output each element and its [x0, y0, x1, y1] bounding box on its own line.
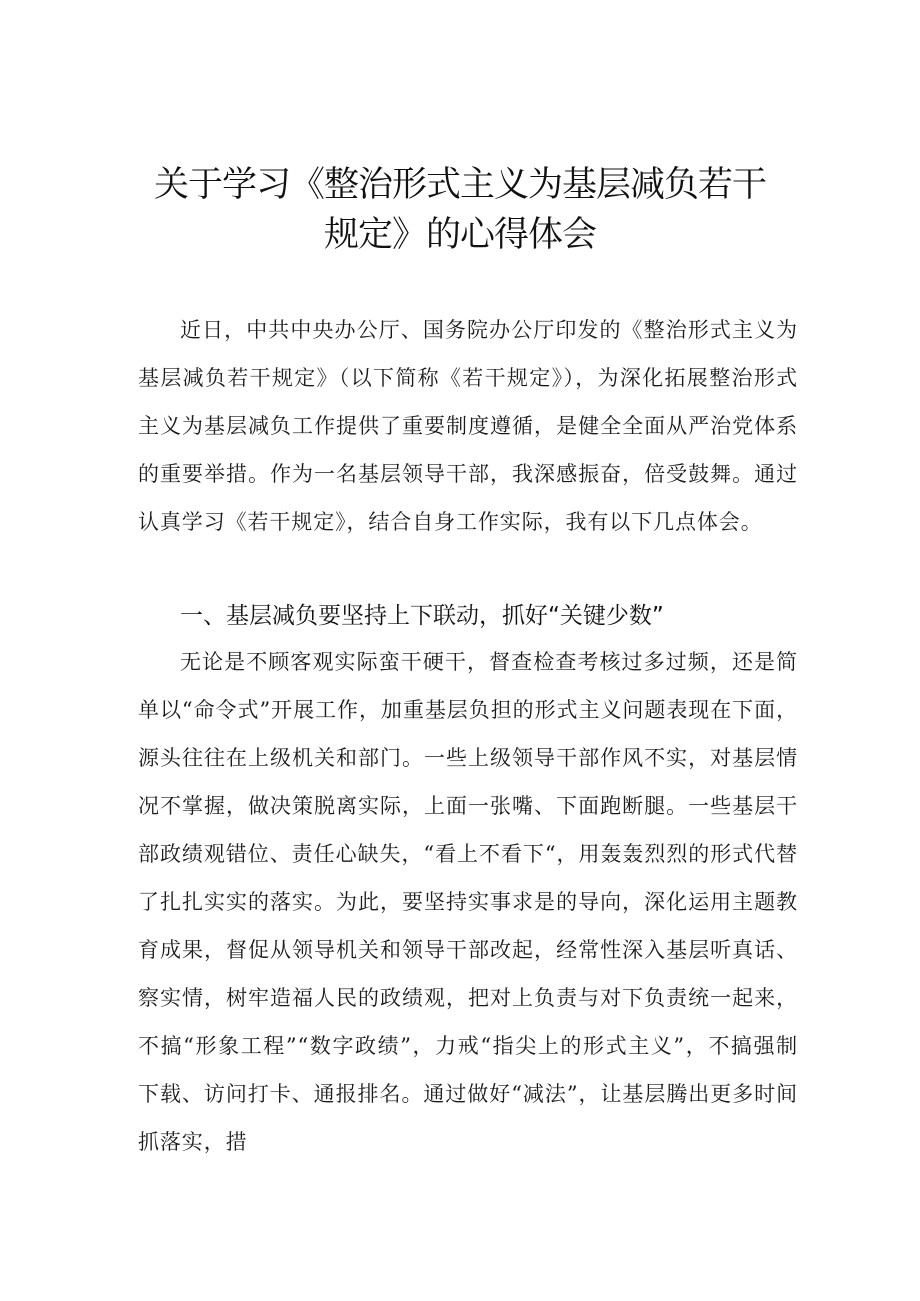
- document-title-line-2: 规定》的心得体会: [323, 215, 596, 255]
- document-title-line-1: 关于学习《整治形式主义为基层减负若干: [153, 165, 766, 205]
- intro-paragraph: 近日，中共中央办公厅、国务院办公厅印发的《整治形式主义为基层减负若干规定》（以下简称《若干规定》），为深化拓展整治形式主义为基层减负工作提供了重要制度遵循，是健全全面从严治党体系的重要举措。作为一名基层领导干部，我深感振奋，倍受鼓舞。通过认真学习《若干规定》，结合自身工作实际，我有以下几点体会。: [138, 318, 798, 534]
- section-1-paragraph: 无论是不顾客观实际蛮干硬干，督查检查考核过多过频，还是简单以“命令式”开展工作，加重基层负担的形式主义问题表现在下面，源头往往在上级机关和部门。一些上级领导干部作风不实，对基层情况不掌握，做决策脱离实际，上面一张嘴、下面跑断腿。一些基层干部政绩观错位、责任心缺失，“看上不看下“，用轰轰烈烈的形式代替了扎扎实实的落实。为此，要坚持实事求是的导向，深化运用主题教育成果，督促从领导机关和领导干部改起，经常性深入基层听真话、察实情，树牢造福人民的政绩观，把对上负责与对下负责统一起来，不搞“形象工程”“数字政绩”，力戒“指尖上的形式主义”，不搞强制下载、访问打卡、通报排名。通过做好“减法”，让基层腾出更多时间抓落实，措: [138, 650, 798, 1154]
- section-heading-1: 一、基层减负要坚持上下联动，抓好“关键少数”: [180, 603, 664, 629]
